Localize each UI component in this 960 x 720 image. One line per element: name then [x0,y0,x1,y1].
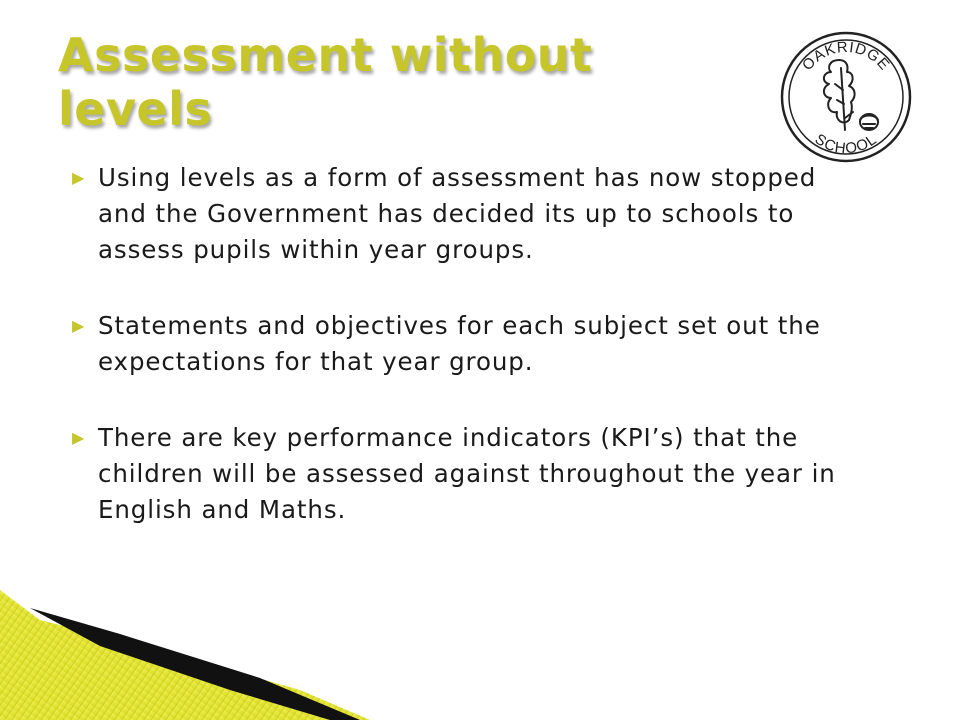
bullet-text: Using levels as a form of assessment has now stopped and the Government has decided its up to schools to assess pupils within year groups. [98,163,817,264]
title-line-1: Assessment without [58,28,593,82]
slide-title [58,28,618,136]
corner-decoration [0,590,420,720]
bullet-list [66,160,866,568]
bullet-arrow-icon: ▶ [72,428,86,447]
bullet-text: Statements and objectives for each subject set out the expectations for that year group. [98,311,821,376]
bullet-arrow-icon: ▶ [72,316,86,335]
logo-bottom-text: SCHOOL [811,130,881,158]
school-logo [779,30,913,164]
title-line-2: levels [58,82,213,136]
bullet-item [66,308,866,380]
logo-top-text: OAKRIDGE [798,38,894,75]
bullet-arrow-icon: ▶ [72,168,86,187]
bullet-item [66,420,866,528]
oak-leaf-acorn-icon [824,60,878,130]
bullet-item [66,160,866,268]
bullet-text: There are key performance indicators (KPI’s) that the children will be assessed against throughout the year in English and Maths. [98,423,836,524]
